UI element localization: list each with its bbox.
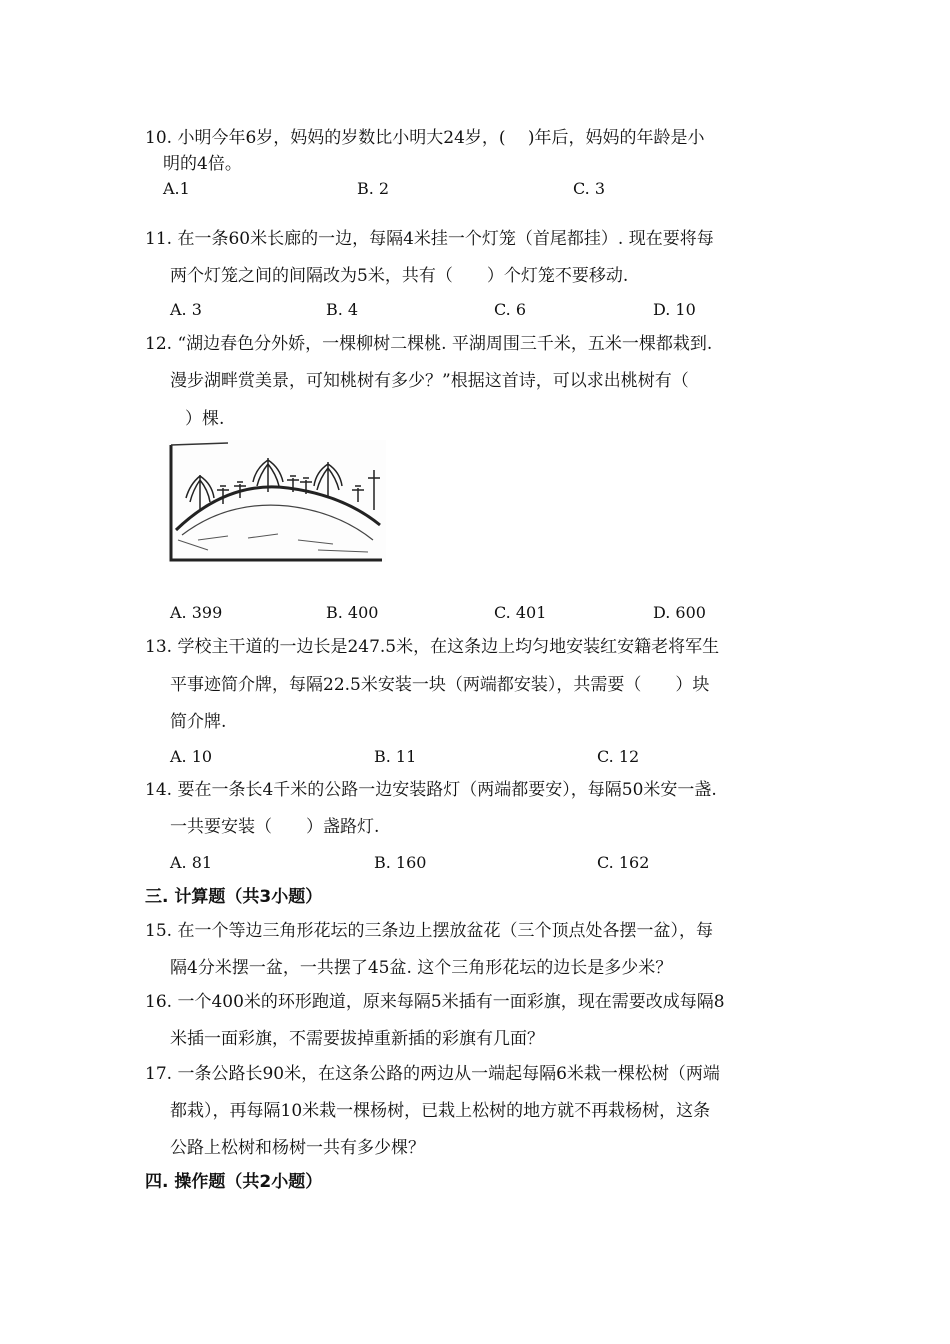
q16-line1: 16. 一个400米的环形跑道，原来每隔5米插有一面彩旗，现在需要改成每隔8 [145,992,725,1012]
q14-line1: 14. 要在一条长4千米的公路一边安装路灯（两端都要安），每隔50米安一盏. [145,780,717,800]
q15-line2: 隔4分米摆一盆，一共摆了45盆. 这个三角形花坛的边长是多少米？ [170,958,673,978]
q10-line1: 10. 小明今年6岁，妈妈的岁数比小明大24岁，( )年后，妈妈的年龄是小 [145,128,705,148]
q14-option-c: C. 162 [597,853,650,872]
q12-line3: ）棵. [185,409,225,429]
lake-trees-illustration [168,440,386,562]
q13-option-b: B. 11 [374,747,417,766]
q11-option-c: C. 6 [494,300,527,319]
q11-line2: 两个灯笼之间的间隔改为5米，共有（ ）个灯笼不要移动. [170,266,629,286]
q12-line2: 漫步湖畔赏美景，可知桃树有多少？”根据这首诗，可以求出桃树有（ [170,371,689,391]
q13-line1: 13. 学校主干道的一边长是247.5米，在这条边上均匀地安装红安籍老将军生 [145,637,720,657]
q11-option-a: A. 3 [170,300,202,319]
q13-option-c: C. 12 [597,747,640,766]
q12-option-b: B. 400 [326,603,379,622]
q12-option-c: C. 401 [494,603,547,622]
q10-option-a: A.1 [163,179,190,198]
q17-line1: 17. 一条公路长90米，在这条公路的两边从一端起每隔6米栽一棵松树（两端 [145,1064,720,1084]
q12-option-a: A. 399 [170,603,223,622]
q13-option-a: A. 10 [170,747,213,766]
q12-line1: 12. “湖边春色分外娇，一棵柳树二棵桃. 平湖周围三千米，五米一棵都栽到. [145,334,713,354]
q10-option-c: C. 3 [573,179,606,198]
q11-line1: 11. 在一条60米长廊的一边，每隔4米挂一个灯笼（首尾都挂）. 现在要将每 [145,229,714,249]
section-heading-operate: 四. 操作题（共2小题） [145,1172,323,1192]
q11-option-d: D. 10 [653,300,696,319]
q17-line3: 公路上松树和杨树一共有多少棵？ [170,1138,425,1158]
q14-line2: 一共要安装（ ）盏路灯. [170,817,380,837]
q15-line1: 15. 在一个等边三角形花坛的三条边上摆放盆花（三个顶点处各摆一盆），每 [145,921,713,941]
q11-option-b: B. 4 [326,300,359,319]
q10-line2: 明的4倍。 [163,154,242,174]
q10-option-b: B. 2 [357,179,390,198]
q12-option-d: D. 600 [653,603,706,622]
q13-line2: 平事迹简介牌，每隔22.5米安装一块（两端都安装），共需要（ ）块 [170,675,710,695]
q14-option-b: B. 160 [374,853,427,872]
q14-option-a: A. 81 [170,853,213,872]
section-heading-calc: 三. 计算题（共3小题） [145,887,323,907]
q17-line2: 都栽），再每隔10米栽一棵杨树，已栽上松树的地方就不再栽杨树，这条 [170,1101,711,1121]
q13-line3: 简介牌. [170,712,227,732]
q16-line2: 米插一面彩旗，不需要拔掉重新插的彩旗有几面？ [170,1029,544,1049]
